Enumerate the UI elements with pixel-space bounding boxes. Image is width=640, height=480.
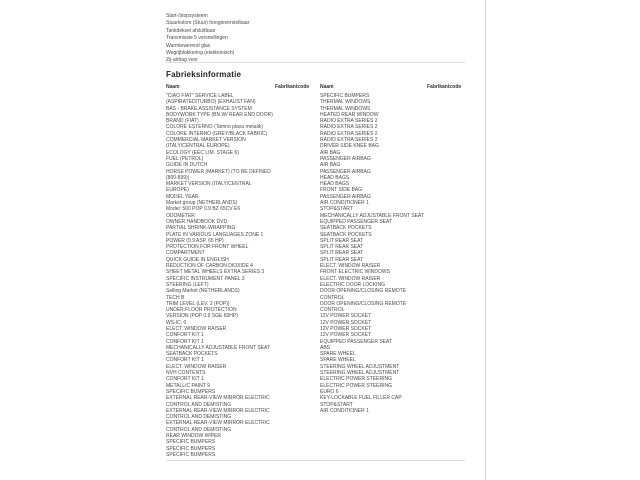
factory-info-row: CONFORT KIT 1	[166, 332, 204, 339]
factory-info-row: Market group (NETHERLANDS)	[166, 200, 238, 207]
factory-info-row: Model: 500 POP 0.9 BZ 65CV E6	[166, 206, 241, 213]
equipment-list-item: Start-/stopsysteem	[166, 13, 208, 19]
factory-info-row: OWNER HANDBOOK DVD	[166, 218, 228, 225]
factory-info-row: SPECIFIC BUMPERS	[166, 439, 216, 446]
equipment-list-item: Warmtewerend glas	[166, 42, 211, 49]
factory-info-row: COMPARTMENT	[166, 250, 205, 257]
factory-info-row: COMMERCIAL MARKET VERSION	[166, 137, 246, 144]
factory-info-row: ABS	[320, 344, 331, 351]
factory-info-row: HEATED REAR WINDOW	[320, 111, 379, 118]
factory-info-row: RADIO EXTRA SERIES 2	[320, 130, 378, 137]
factory-info-row: HEAD BAGS	[320, 181, 350, 188]
equipment-list	[166, 13, 249, 65]
factory-info-row: DOOR OPENING/CLOSING REMOTE	[320, 288, 407, 295]
factory-info-row: MECHANICALLY ADJUSTABLE FRONT SEAT	[320, 212, 425, 219]
factory-info-row: NVH CONTENTS	[166, 370, 206, 377]
factory-info-row: FUEL (PETROL)	[166, 155, 204, 162]
factory-info-row: 12V POWER SOCKET	[320, 332, 372, 339]
factory-info-row: WS-IC: 0	[166, 319, 187, 326]
factory-info-row: VERSION (POP 0.9 SGE 65HP)	[166, 313, 238, 320]
factory-info-row: SEATBACK POCKETS	[166, 351, 218, 358]
factory-info-row: STEERING WHEEL ADJUSTMENT	[320, 370, 400, 377]
factory-info-row: EXTERNAL REAR-VIEW MIRROR ELECTRIC	[166, 407, 270, 414]
factory-info-row: COLORE INTERNO (GREY/BLACK FABRIC)	[166, 130, 268, 137]
factory-info-row: ELECT. WINDOW RAISER	[320, 263, 381, 270]
factory-info-row: ELECTRIC DOOR LOCKING	[320, 281, 386, 288]
factory-info-row: MODEL YEAR	[166, 193, 199, 200]
factory-info-row: CONFORT KIT 1	[166, 376, 204, 383]
factory-info-row: SPLIT REAR SEAT	[320, 244, 364, 251]
column-header-fabrikantcode-right: Fabrikantcode	[427, 84, 462, 90]
factory-info-row: (ITALY/CENTRAL EUROPE)	[166, 143, 230, 150]
factory-info-row: PASSENGER AIRBAG	[320, 168, 371, 175]
factory-info-row: SPECIFIC BUMPERS	[166, 388, 216, 395]
factory-info-row: UNDER FLOOR PROTECTION	[166, 307, 237, 314]
factory-info-row: ODOMETER	[166, 212, 195, 219]
factory-info-row: EQUIPPED PASSENGER SEAT	[320, 218, 393, 225]
factory-info-row: CONTROL AND DEMISTING	[166, 426, 232, 433]
factory-info-row: THERMAL WINDOWS	[320, 105, 371, 112]
factory-info-row: BRAND (FIAT)	[166, 118, 199, 125]
factory-info-row: MARKET VERSION (ITALY/CENTRAL	[166, 181, 252, 188]
factory-info-row: FRONT ELECTRIC WINDOWS	[320, 269, 390, 276]
factory-info-row: QUICK GUIDE IN ENGLISH	[166, 256, 229, 263]
bottom-divider	[166, 460, 465, 461]
factory-info-row: (800-899))	[166, 174, 190, 181]
factory-info-row: AIR BAG	[320, 162, 341, 169]
column-header-fabrikantcode-left: Fabrikantcode	[275, 84, 310, 90]
factory-info-row: CONTROL	[320, 307, 345, 314]
factory-info-row: BODYWORK TYPE (BN.W/ REAR END DOOR)	[166, 111, 273, 118]
factory-info-row: REAR WINDOW WIPER	[166, 433, 221, 440]
column-header-naam-left: Naam	[166, 84, 180, 90]
factory-info-row: Selling Market (NETHERLANDS)	[166, 288, 240, 295]
section-title: Fabrieksinformatie	[166, 70, 242, 79]
factory-info-row: CONTROL AND DEMISTING	[166, 414, 232, 421]
factory-info-row: SPARE WHEEL	[320, 357, 356, 364]
top-divider	[166, 62, 465, 63]
factory-info-row: REDUCTION OF CARBON DIOXIDE 4	[166, 263, 253, 270]
factory-info-row: EUROPE)	[166, 187, 189, 194]
factory-info-row: SEATBACK POCKETS	[320, 231, 372, 238]
factory-info-row: THERMAL WINDOWS	[320, 99, 371, 106]
factory-info-row: EXTERNAL REAR-VIEW MIRROR ELECTRIC	[166, 420, 270, 427]
factory-info-row: CONFORT KIT 1	[166, 338, 204, 345]
factory-info-left-column	[166, 93, 316, 458]
factory-info-row: SPECIFIC BUMPERS	[166, 451, 216, 458]
factory-info-row: PARTIAL SHRINK-WRAPPING	[166, 225, 236, 232]
factory-info-row: 12V POWER SOCKET	[320, 325, 372, 332]
factory-info-row: STEERING WHEEL ADJUSTMENT	[320, 363, 400, 370]
factory-info-row: RADIO EXTRA SERIES 2	[320, 118, 378, 125]
factory-info-row: CONTROL AND DEMISTING	[166, 401, 232, 408]
factory-info-row: STOP&START	[320, 206, 353, 213]
factory-info-row: PASSENGER AIRBAG	[320, 193, 371, 200]
page-edge-divider	[485, 0, 486, 480]
factory-info-row: EURO 6	[320, 388, 339, 395]
equipment-list-item: Wegrijblokkering (elektronisch)	[166, 50, 235, 57]
factory-info-row: PLATE IN VARIOUS LANGUAGES ZONE 1	[166, 231, 264, 238]
factory-info-row: AIR BAG	[320, 149, 341, 156]
factory-info-row: ELECTRIC POWER STEERING	[320, 376, 392, 383]
factory-info-row: STOP&START	[320, 401, 353, 408]
factory-info-row: KEY-LOCKABLE FUEL FILLER CAP	[320, 395, 402, 402]
factory-info-row: SPLIT REAR SEAT	[320, 237, 364, 244]
factory-info-row: FRONT SIDE BAG	[320, 187, 363, 194]
factory-info-row: CONTROL	[320, 294, 345, 301]
factory-info-row: SEATBACK POCKETS	[320, 225, 372, 232]
factory-info-row: POWER (0.9 ASP. 65 HP)	[166, 237, 224, 244]
factory-info-row: DOOR OPENING/CLOSING REMOTE	[320, 300, 407, 307]
equipment-list-item: Stuurkolom (Stuur) hoogteverstelbaar	[166, 20, 250, 27]
factory-info-row: SPLIT REAR SEAT	[320, 256, 364, 263]
column-header-naam-right: Naam	[320, 84, 334, 90]
factory-info-row: SPARE WHEEL	[320, 351, 356, 358]
factory-info-row: STEERING (LEFT)	[166, 281, 209, 288]
factory-info-row: SPECIFIC BUMPERS	[166, 445, 216, 452]
factory-info-row: SPLIT REAR SEAT	[320, 250, 364, 257]
factory-info-row: (ASPIRATED/TURBO) (EXHAUST FAN)	[166, 99, 256, 106]
factory-info-row: CONFORT KIT 1	[166, 357, 204, 364]
equipment-list-item: Transmissie 5 versnellingen	[166, 35, 228, 42]
factory-info-row: ELECT. WINDOW RAISER	[166, 363, 227, 370]
factory-info-row: BAS - BRAKE ASSISTANCE SYSTEM	[166, 105, 252, 112]
factory-info-row: 12V POWER SOCKET	[320, 319, 372, 326]
factory-info-row: ECOLOGY (EEC LIM. STAGE 6)	[166, 149, 239, 156]
factory-info-row: HORSE POWER (MARKET) (TO BE DEFINED	[166, 168, 271, 175]
factory-info-row: TRIM LEVEL (LEV. 2 (POP))	[166, 300, 230, 307]
factory-info-row: COLORE ESTERNO (Tamno plava metalik)	[166, 124, 263, 131]
factory-info-row: AIR CONDITIONER 1	[320, 200, 369, 207]
factory-info-row: EQUIPPED PASSENGER SEAT	[320, 338, 393, 345]
factory-info-row: AIR CONDITIONER 1	[320, 407, 369, 414]
factory-info-row: ELECT. WINDOW RAISER	[320, 275, 381, 282]
factory-info-row: RADIO EXTRA SERIES 2	[320, 124, 378, 131]
factory-info-row: "CIAO FIAT" SERVICE LABEL	[166, 93, 234, 99]
factory-info-row: PASSENGER AIRBAG	[320, 155, 371, 162]
factory-info-row: HEAD BAGS	[320, 174, 350, 181]
factory-info-right-column	[320, 93, 480, 414]
factory-info-row: METALLIC PAINT 9	[166, 382, 210, 389]
factory-info-row: ELECT. WINDOW RAISER	[166, 325, 227, 332]
factory-info-row: TECH B	[166, 294, 185, 301]
factory-info-row: MECHANICALLY ADJUSTABLE FRONT SEAT	[166, 344, 271, 351]
factory-info-row: DRIVER SIDE KNEE BAG	[320, 143, 379, 150]
factory-info-row: GUIDE IN DUTCH	[166, 162, 208, 169]
equipment-list-item: Zij-airbag voor	[166, 57, 198, 64]
factory-info-row: 12V POWER SOCKET	[320, 313, 372, 320]
factory-info-row: PROTECTION FOR FRONT WHEEL	[166, 244, 249, 251]
equipment-list-item: Tankdeksel afsluitbaar	[166, 27, 216, 34]
factory-info-row: RADIO EXTRA SERIES 2	[320, 137, 378, 144]
factory-info-row: SPECIFIC BUMPERS	[320, 93, 370, 99]
factory-info-row: ELECTRIC POWER STEERING	[320, 382, 392, 389]
factory-info-row: SHEET METAL WHEELS EXTRA SERIES 3	[166, 269, 265, 276]
factory-info-row: SPECIFIC INSTRUMENT PANEL 3	[166, 275, 245, 282]
factory-info-row: EXTERNAL REAR-VIEW MIRROR ELECTRIC	[166, 395, 270, 402]
